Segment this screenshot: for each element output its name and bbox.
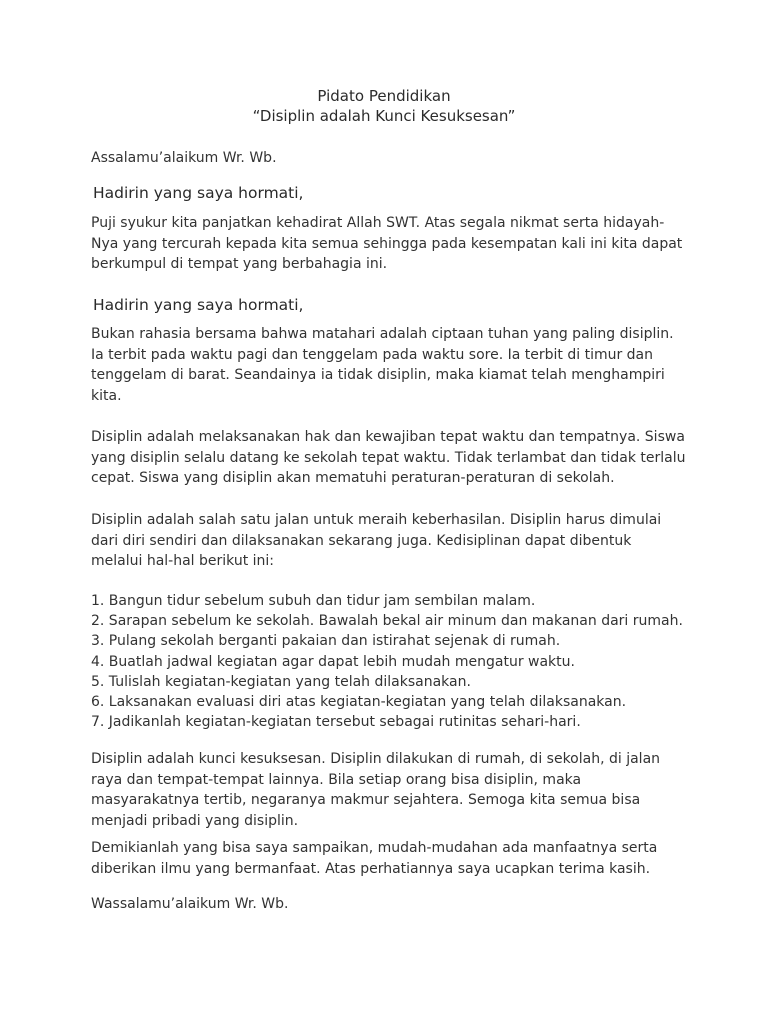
paragraph-2: Bukan rahasia bersama bahwa matahari adalah ciptaan tuhan yang paling disiplin. Ia terbit pada waktu pagi dan tenggelam pada waktu sore. Ia terbit di timur dan tenggelam di barat. Seandainya ia tidak disiplin, maka kiamat telah menghampiri kita. bbox=[91, 326, 674, 404]
document-subtitle: “Disiplin adalah Kunci Kesuksesan” bbox=[252, 107, 516, 125]
list-item: 6. Laksanakan evaluasi diri atas kegiatan-kegiatan yang telah dilaksanakan. bbox=[91, 694, 627, 711]
list-item: 3. Pulang sekolah berganti pakaian dan istirahat sejenak di rumah. bbox=[91, 633, 561, 650]
list-item: 5. Tulislah kegiatan-kegiatan yang telah dilaksanakan. bbox=[91, 673, 471, 690]
section-heading-2: Hadirin yang saya hormati, bbox=[93, 296, 304, 314]
list-item: 4. Buatlah jadwal kegiatan agar dapat lebih mudah mengatur waktu. bbox=[91, 653, 575, 670]
paragraph-6: Demikianlah yang bisa saya sampaikan, mudah-mudahan ada manfaatnya serta diberikan ilmu yang bermanfaat. Atas perhatiannya saya ucapkan terima kasih. bbox=[91, 840, 658, 877]
opening-greeting: Assalamu’alaikum Wr. Wb. bbox=[91, 150, 277, 166]
paragraph-1: Puji syukur kita panjatkan kehadirat Allah SWT. Atas segala nikmat serta hidayah-Nya yang tercurah kepada kita semua sehingga pada kesempatan kali ini kita dapat berkumpul di tempat yang berbahagia ini. bbox=[91, 215, 683, 273]
closing-greeting: Wassalamu’alaikum Wr. Wb. bbox=[91, 896, 289, 912]
paragraph-3: Disiplin adalah melaksanakan hak dan kewajiban tepat waktu dan tempatnya. Siswa yang disiplin selalu datang ke sekolah tepat waktu. Tidak terlambat dan tidak terlalu cepat. Siswa yang disiplin akan mematuhi peraturan-peraturan di sekolah. bbox=[91, 429, 686, 487]
discipline-list bbox=[91, 591, 711, 732]
paragraph-5: Disiplin adalah kunci kesuksesan. Disiplin dilakukan di rumah, di sekolah, di jalan raya dan tempat-tempat lainnya. Bila setiap orang bisa disiplin, maka masyarakatnya tertib, negaranya makmur sejahtera. Semoga kita semua bisa menjadi pribadi yang disiplin. bbox=[91, 751, 661, 829]
paragraph-4: Disiplin adalah salah satu jalan untuk meraih keberhasilan. Disiplin harus dimulai dari diri sendiri dan dilaksanakan sekarang juga. Kedisiplinan dapat dibentuk melalui hal-hal berikut ini: bbox=[91, 512, 662, 570]
section-heading-1: Hadirin yang saya hormati, bbox=[93, 184, 304, 202]
list-item: 7. Jadikanlah kegiatan-kegiatan tersebut sebagai rutinitas sehari-hari. bbox=[91, 714, 581, 731]
list-item: 1. Bangun tidur sebelum subuh dan tidur jam sembilan malam. bbox=[91, 593, 536, 609]
list-item: 2. Sarapan sebelum ke sekolah. Bawalah bekal air minum dan makanan dari rumah. bbox=[91, 613, 683, 630]
document-title: Pidato Pendidikan bbox=[317, 87, 451, 105]
